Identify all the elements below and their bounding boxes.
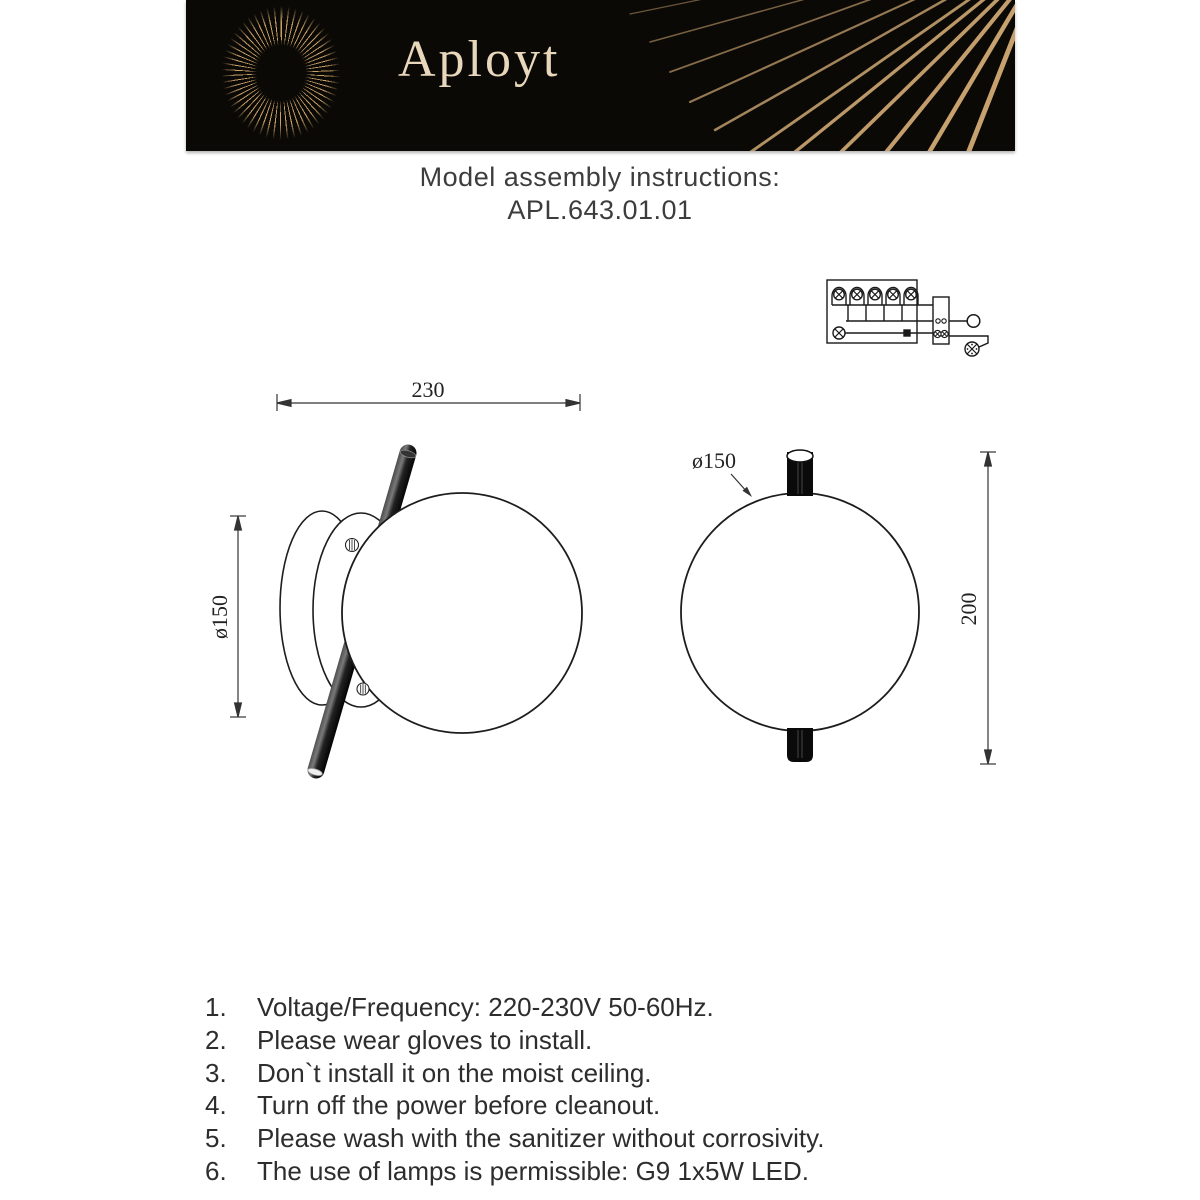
instruction-item [205, 1057, 1065, 1090]
dimension-label: 230 [411, 377, 445, 402]
instruction-number: 3. [205, 1057, 227, 1088]
instruction-item [205, 991, 1065, 1024]
instruction-text: The use of lamps is permissible: G9 1x5W LED. [257, 1155, 809, 1186]
instruction-item [205, 1024, 1065, 1057]
instruction-text: Please wear gloves to install. [257, 1024, 593, 1055]
instruction-text: Voltage/Frequency: 220-230V 50-60Hz. [257, 992, 714, 1022]
instruction-number: 4. [205, 1090, 227, 1121]
front-view-drawing [681, 448, 996, 764]
dimension-label: ø150 [692, 448, 736, 473]
model-number: APL.643.01.01 [507, 195, 693, 225]
instruction-text: Please wash with the sanitizer without corrosivity. [257, 1123, 825, 1154]
instruction-number: 6. [205, 1155, 227, 1186]
instruction-number: 1. [205, 992, 227, 1022]
instruction-item [205, 1122, 1065, 1155]
dimension-label: ø150 [207, 595, 232, 639]
lamp-symbols [832, 288, 918, 306]
page-title: Model assembly instructions: [419, 162, 781, 192]
instructions-list [205, 991, 1065, 1188]
instruction-item [205, 1155, 1065, 1188]
instruction-number: 5. [205, 1123, 227, 1154]
dimension-label: 200 [956, 592, 981, 626]
instruction-item [205, 1089, 1065, 1122]
instruction-number: 2. [205, 1024, 227, 1055]
instruction-text: Don`t install it on the moist ceiling. [257, 1057, 652, 1088]
wiring-diagram [827, 280, 988, 356]
brand-name: Aployt [398, 31, 561, 88]
instruction-text: Turn off the power before cleanout. [257, 1090, 661, 1121]
side-view-drawing [207, 377, 582, 777]
